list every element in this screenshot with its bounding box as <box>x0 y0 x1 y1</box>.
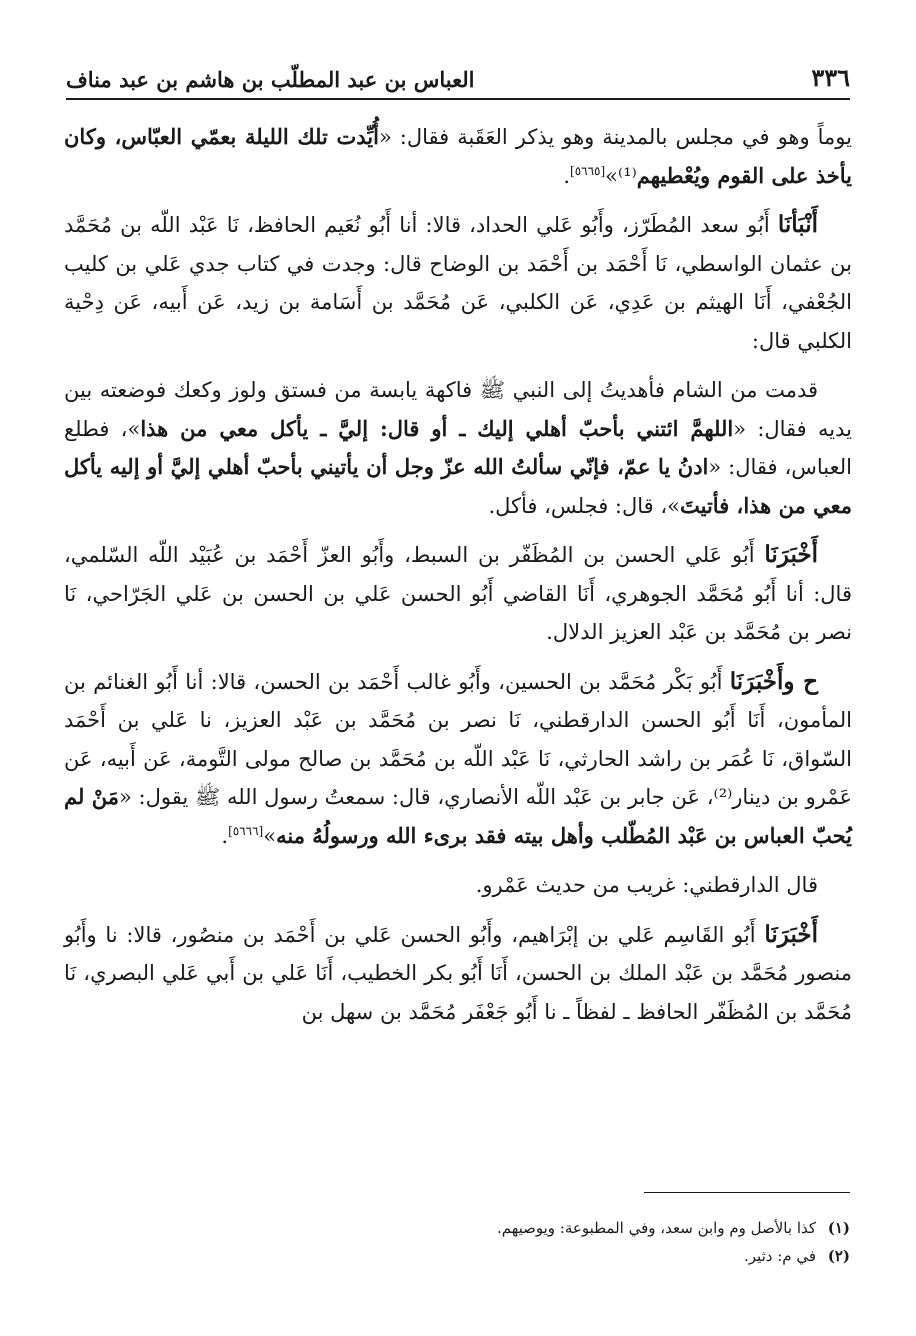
text-run: أَبُو بَكْر مُحَمَّد بن الحسين، وأَبُو غالب أَحْمَد بن الحسن، قالا: أنا أَبُو الغنائم بن المأمون، أَنَا أَبُو الحسن الدارقطني، نَا نصر بن مُحَمَّد بن عَبْد العزيز، نا عَلي بن أَحْمَد السّواق، نَا عُمَر بن راشد الحارثي، نَا عَبْد اللّه بن مُحَمَّد بن صالح مولى التَّومة، عَن أَبيه، عَن عَمْرو بن دينار <box>64 669 853 809</box>
footnote-number: (١) <box>827 1219 850 1237</box>
chain-lead-word: أَخْبَرَنَا <box>764 541 818 568</box>
hadith-text: أُيِّدت تلك الليلة بعمّي العبّاس، وكان يأخذ على القوم ويُعْطيهم <box>64 124 852 188</box>
paragraph <box>64 916 852 1032</box>
hadith-text: مَنْ لم يُحبّ العباس بن عَبْد المُطّلب وأهل بيته فقد برىء الله ورسولُهُ منه <box>64 784 852 848</box>
text-run: »، فطلع العباس، فقال: « <box>64 416 852 479</box>
footnotes <box>64 1214 850 1270</box>
chain-lead-word: أَنْبَأنَا <box>777 211 818 238</box>
text-run: أَبُو القَاسِم عَلي بن إبْرَاهيم، وأَبُو الحسن عَلي بن أَحْمَد بن منصُور، قالا: نا وأَبُو منصور مُحَمَّد بن عَبْد الملك بن الحسن، أَنَا أَبُو بكر الخطيب، أَنَا عَلي بن أَبي عَلي البصري، نَا مُحَمَّد بن المُظَفّر الحافظ ـ لفظاً ـ نا أَبُو جَعْفَر مُحَمَّد بن سهل بن <box>64 922 852 1024</box>
text-run: »، قال: فجلس، فأكل. <box>488 493 680 518</box>
main-text <box>64 118 852 1042</box>
paragraph <box>64 663 852 856</box>
text-run: . <box>221 823 229 848</box>
text-run: قال الدارقطني: غريب من حديث عَمْرو. <box>475 873 818 897</box>
text-run: ⁽²⁾ <box>713 785 733 809</box>
hadith-number: [٥٦٦٥] <box>570 163 606 178</box>
text-run: قدمت من الشام فأهديتُ إلى النبي ﷺ فاكهة يابسة من فستق ولوز وكعك فوضعته بين يديه فقال: « <box>64 378 852 441</box>
paragraph <box>64 536 852 652</box>
hadith-text: اللهمَّ ائتني بأحبّ أهلي إليك ـ أو قال: إليَّ ـ يأكل معي من هذا <box>140 415 734 441</box>
running-header <box>66 58 850 100</box>
footnote-number: (٢) <box>827 1247 850 1265</box>
running-title: العباس بن عبد المطلّب بن هاشم بن عبد مناف <box>66 67 475 92</box>
text-run: » <box>263 823 277 848</box>
text-run: يوماً وهو في مجلس بالمدينة وهو يذكر العَقَبة فقال: « <box>378 125 852 149</box>
hadith-number: [٥٦٦٦] <box>228 823 264 838</box>
footnote-text: في م: دثير. <box>744 1247 816 1265</box>
paragraph <box>64 206 852 360</box>
footnote <box>64 1242 850 1270</box>
paragraph <box>64 118 852 195</box>
text-run: أَبُو سعد المُطَرّز، وأَبُو عَلي الحداد، قالا: أنا أَبُو نُعَيم الحافظ، نَا عَبْد اللّه بن مُحَمَّد بن عثمان الواسطي، نَا أَحْمَد بن أَحْمَد بن الوضاح قال: وجدت في كتاب جدي عَلي بن كليب الجُعْفي، أَنَا الهيثم بن عَدِي، عَن الكلبي، عَن مُحَمَّد بن أَسَامة بن زيد، عَن أَبيه، عَن دِحْية الكلبي قال: <box>64 213 852 353</box>
text-run: » <box>605 163 619 188</box>
text-run: أَبُو عَلي الحسن بن المُظَفّر بن السبط، وأَبُو العزّ أَحْمَد بن عُبَيْد اللّه السّلمي، قال: أنا أَبُو مُحَمَّد الجوهري، أَنَا القاضي أَبُو الحسن عَلي بن الحسن بن عَلي الجَرّاحي، نَا نصر بن مُحَمَّد بن عَبْد العزيز الدلال. <box>64 543 852 644</box>
footnote-divider <box>644 1192 850 1193</box>
text-run: ، عَن جابر بن عَبْد اللّه الأنصاري، قال: سمعتُ رسول الله ﷺ يقول: « <box>118 785 714 809</box>
page-number: ٣٣٦ <box>811 63 850 92</box>
paragraph <box>64 866 852 905</box>
chain-lead-word: أَخْبَرَنَا <box>764 920 818 948</box>
chain-lead-word: ح وأَخْبَرَنَا <box>729 667 819 695</box>
text-run: . <box>563 163 570 188</box>
hadith-text: ادنُ يا عمّ، فإنّي سألتُ الله عزّ وجل أن يأتيني بأحبّ أهلي إليَّ أو إليه يأكل معي من هذا، فأتيتَ <box>64 454 852 518</box>
paragraph <box>64 371 852 525</box>
footnote <box>64 1214 850 1242</box>
footnote-text: كذا بالأصل وم وابن سعد، وفي المطبوعة: ويوصيهم. <box>496 1219 816 1237</box>
text-run: ⁽¹⁾ <box>618 163 637 188</box>
